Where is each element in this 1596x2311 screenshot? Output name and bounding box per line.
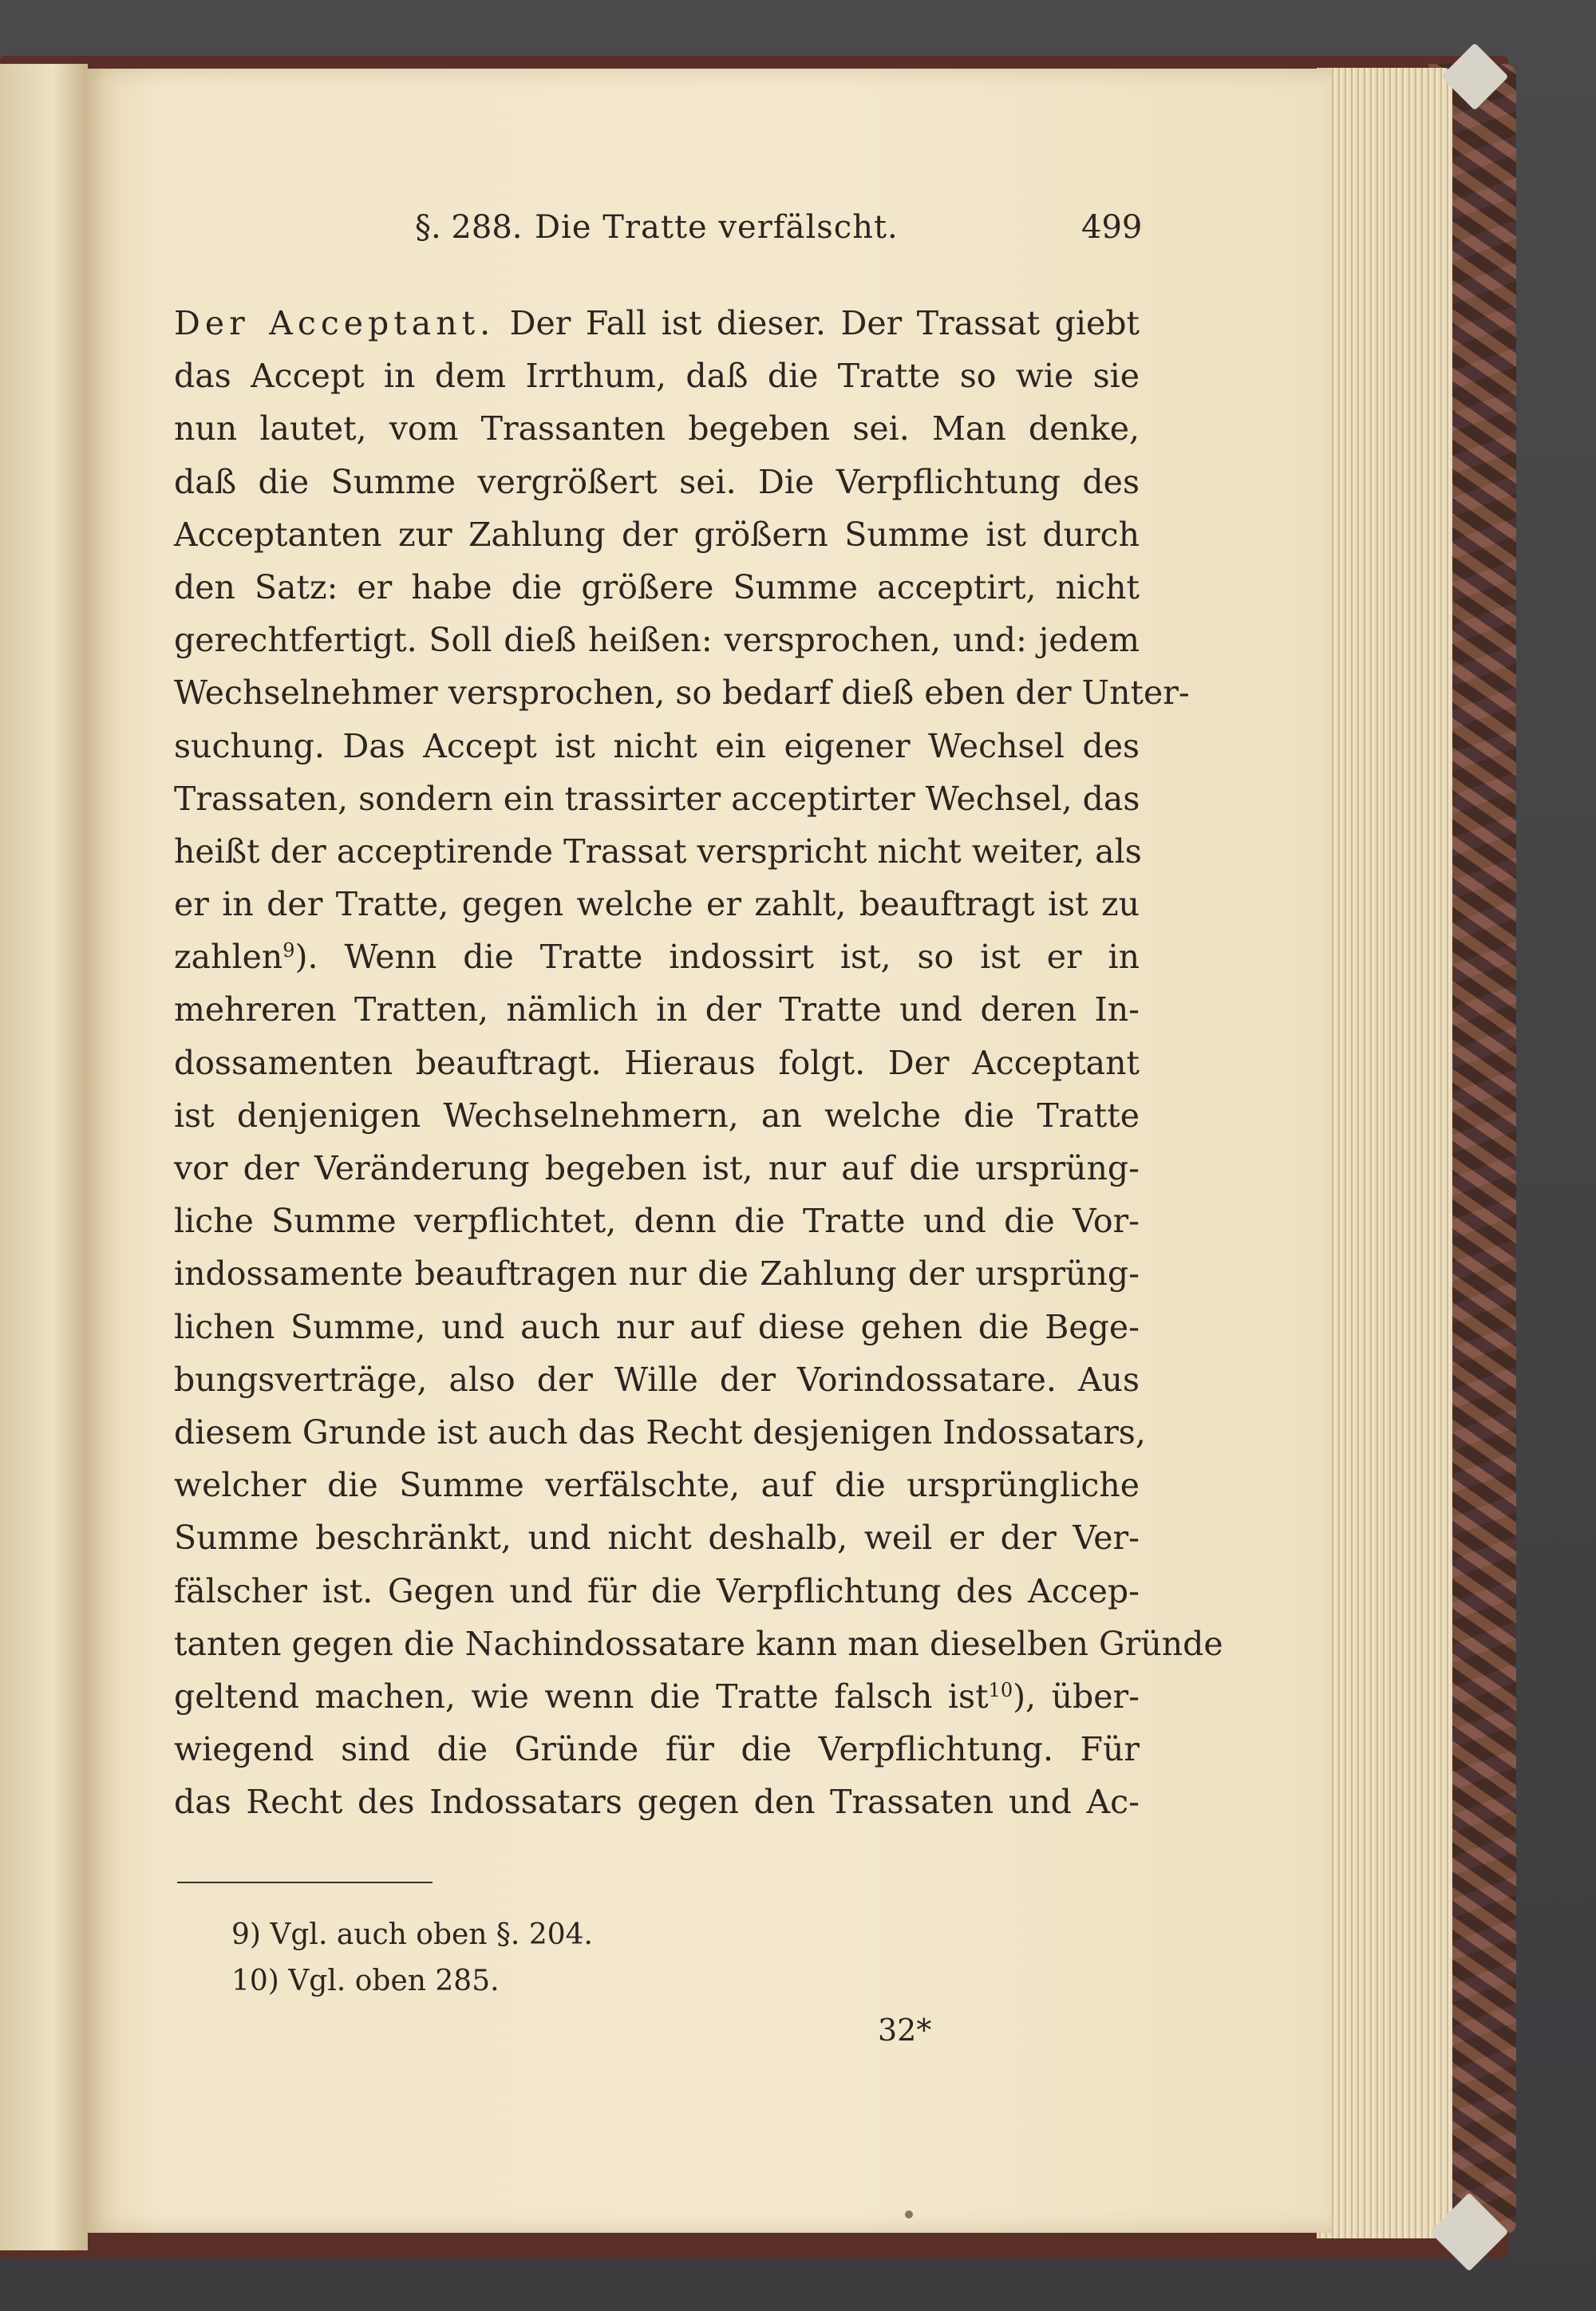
text-line: Trassaten, sondern ein trassirter acceptirter Wechsel, das	[174, 779, 1140, 818]
text-line: suchung. Das Accept ist nicht ein eigener Wechsel des	[174, 726, 1140, 765]
text-line: vor der Veränderung begeben ist, nur auf die ursprüng-	[174, 1149, 1140, 1187]
text-line: er in der Tratte, gegen welche er zahlt, beauftragt ist zu	[174, 885, 1140, 924]
text-line: nun lautet, vom Trassanten begeben sei. Man denke,	[174, 409, 1140, 448]
text-line: Der Acceptant. Der Fall ist dieser. Der Trassat giebt	[174, 304, 1140, 342]
text-line: welcher die Summe verfälschte, auf die ursprüngliche	[174, 1466, 1140, 1505]
text-line: indossamente beauftragen nur die Zahlung der ursprüng-	[174, 1254, 1140, 1294]
lead-term: Der Acceptant.	[174, 304, 496, 342]
text-line: gerechtfertigt. Soll dieß heißen: versprochen, und: jedem	[174, 621, 1140, 660]
text-line: bungsverträge, also der Wille der Vorindossatare. Aus	[174, 1360, 1140, 1399]
text-line: mehreren Tratten, nämlich in der Tratte und deren In-	[174, 990, 1140, 1029]
running-header	[415, 209, 1143, 257]
footnote-ref: 9	[282, 939, 295, 962]
text-line: zahlen$^9$). Wenn die Tratte indossirt ist, so ist er in	[174, 938, 1140, 977]
text-line: heißt der acceptirende Trassat verspricht nicht weiter, als	[174, 832, 1142, 871]
text-line: fälscher ist. Gegen und für die Verpflichtung des Accep-	[174, 1571, 1140, 1610]
text-line: geltend machen, wie wenn die Tratte falsch ist$^{10}$), über-	[174, 1677, 1140, 1716]
footnote: 9) Vgl. auch oben §. 204.	[231, 1918, 593, 1951]
text-line: Summe beschränkt, und nicht deshalb, weil er der Ver-	[174, 1519, 1140, 1558]
text-line: ist denjenigen Wechselnehmern, an welche die Tratte	[174, 1096, 1140, 1135]
text-line: das Recht des Indossatars gegen den Trassaten und Ac-	[174, 1783, 1140, 1822]
text-line: tanten gegen die Nachindossatare kann man dieselben Gründe	[174, 1624, 1223, 1663]
facing-page-edge	[0, 64, 88, 2250]
section-number: §. 288.	[415, 209, 523, 246]
footnote-divider	[177, 1882, 433, 1883]
footnote: 10) Vgl. oben 285.	[231, 1965, 500, 1997]
text-line: Wechselnehmer versprochen, so bedarf dieß eben der Unter-	[174, 674, 1190, 713]
footnotes	[231, 1912, 790, 2005]
text-line: daß die Summe vergrößert sei. Die Verpflichtung des	[174, 462, 1140, 501]
page-block-edges	[1317, 68, 1452, 2238]
text-line: den Satz: er habe die größere Summe acceptirt, nicht	[174, 567, 1140, 606]
text-line: dossamenten beauftragt. Hieraus folgt. Der Acceptant	[174, 1043, 1140, 1082]
text-line: wiegend sind die Gründe für die Verpflichtung. Für	[174, 1730, 1140, 1769]
text-line: lichen Summe, und auch nur auf diese gehen die Bege-	[174, 1307, 1140, 1346]
text-line: Acceptanten zur Zahlung der größern Summe ist durch	[174, 515, 1140, 554]
paper-blemish	[905, 2210, 913, 2218]
text-line: liche Summe verpflichtet, denn die Tratte und die Vor-	[174, 1202, 1140, 1241]
running-title: Die Tratte verfälscht.	[535, 209, 899, 246]
text-line: das Accept in dem Irrthum, daß die Tratte so wie sie	[174, 357, 1140, 396]
text-line: diesem Grunde ist auch das Recht desjenigen Indossatars,	[174, 1412, 1146, 1452]
footnote-ref: 10	[988, 1678, 1013, 1701]
page-number: 499	[1081, 209, 1143, 246]
signature-mark: 32*	[878, 2013, 932, 2048]
body-text	[174, 297, 1223, 1828]
